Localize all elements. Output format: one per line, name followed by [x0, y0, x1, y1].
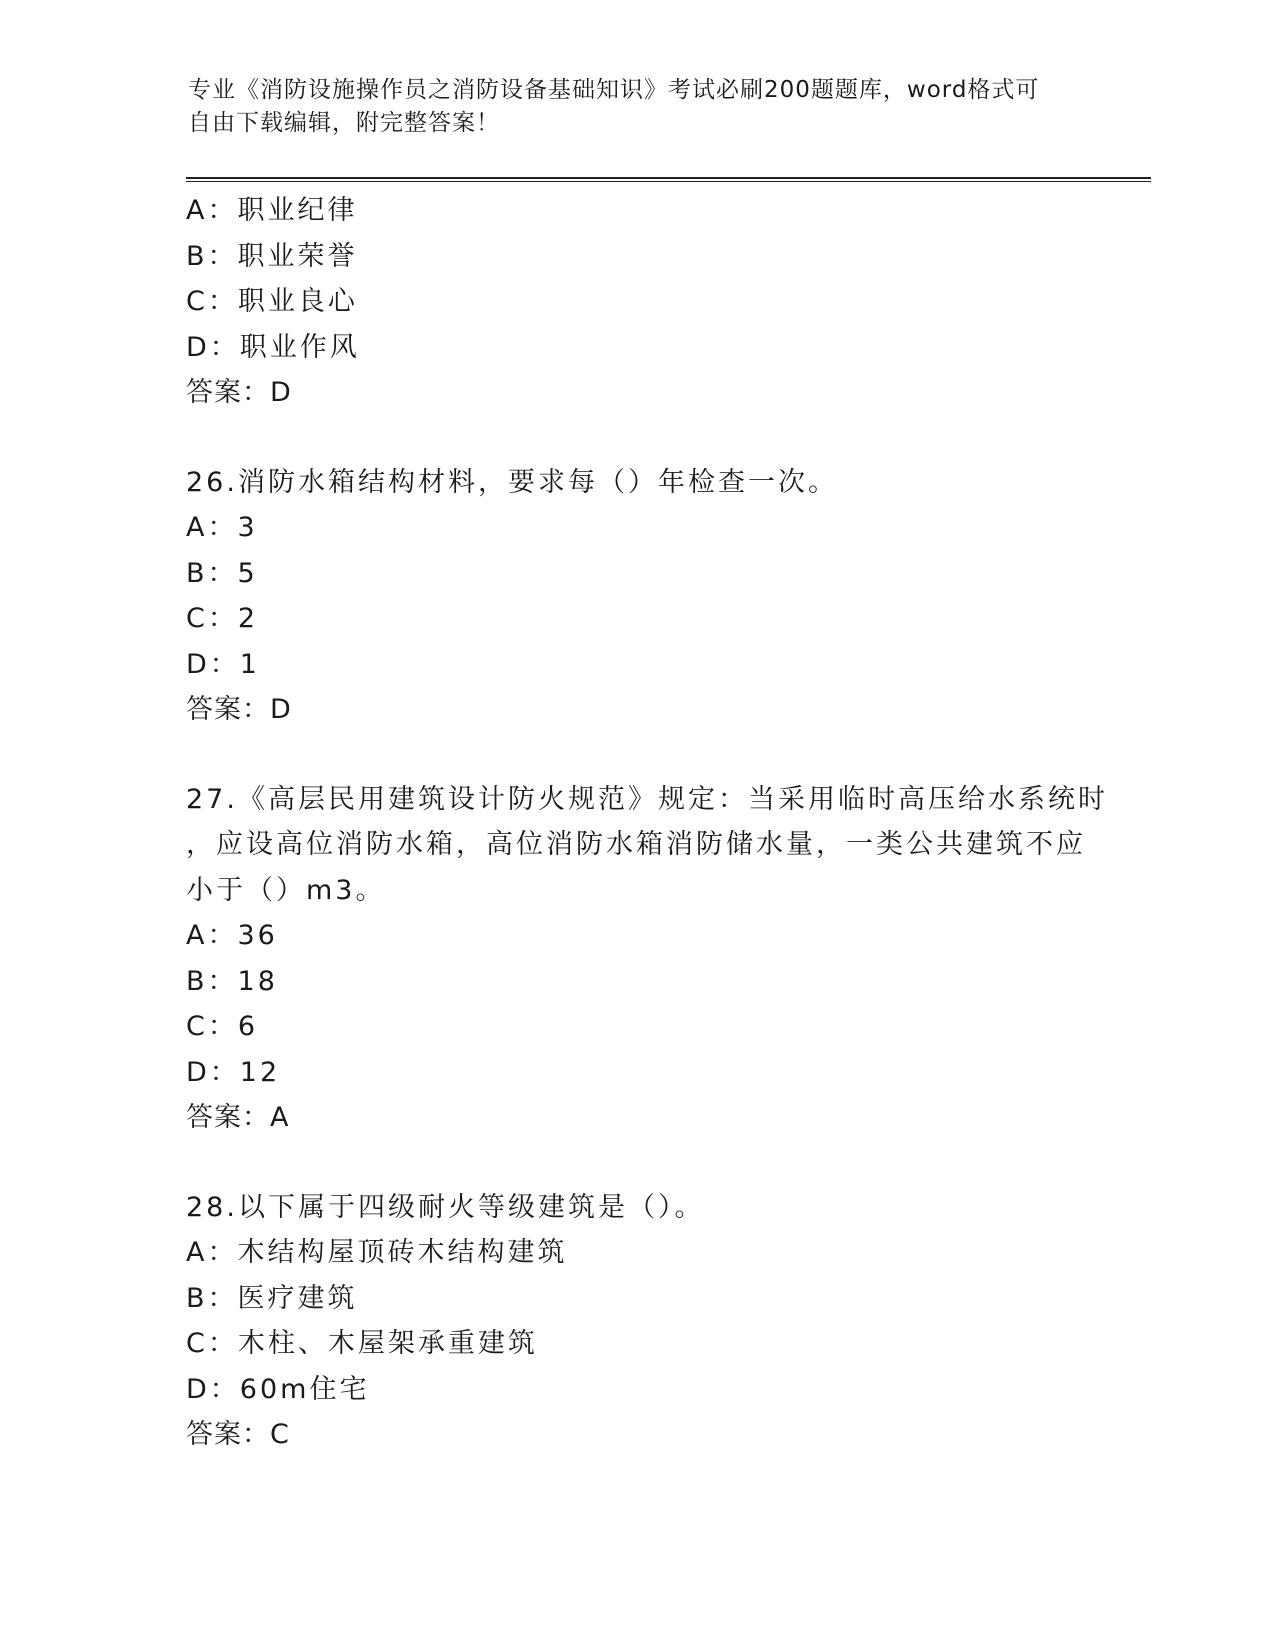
header-title-line-1: 专业《消防设施操作员之消防设备基础知识》考试必刷200题题库，word格式可	[188, 77, 1040, 103]
question-block-27	[186, 777, 1108, 1141]
document-header	[188, 74, 1088, 140]
option-c: C：2	[186, 603, 259, 634]
question-stem-line-2: ，应设高位消防水箱，高位消防水箱消防储水量，一类公共建筑不应	[186, 829, 1086, 860]
header-divider	[186, 177, 1151, 182]
answer-line: 答案：C	[186, 1419, 290, 1450]
question-content	[186, 188, 1108, 1458]
question-stem: 26.消防水箱结构材料，要求每（）年检查一次。	[186, 466, 838, 498]
option-d: D：1	[186, 648, 260, 680]
answer-line: 答案：A	[186, 1102, 290, 1133]
question-block-25	[186, 188, 1086, 416]
answer-line: 答案：D	[186, 377, 292, 408]
option-d: D：职业作风	[186, 331, 360, 363]
question-stem-line-3: 小于（）m3。	[186, 874, 386, 906]
question-stem-line-1: 27.《高层民用建筑设计防火规范》规定：当采用临时高压给水系统时	[186, 783, 1108, 815]
question-block-28	[186, 1185, 1086, 1458]
option-b: B：职业荣誉	[186, 240, 358, 272]
option-b: B：18	[186, 965, 278, 997]
option-c: C：6	[186, 1011, 259, 1042]
option-b: B：5	[186, 557, 258, 589]
option-a: A：3	[186, 512, 258, 543]
option-c: C：职业良心	[186, 286, 358, 317]
option-c: C：木柱、木屋架承重建筑	[186, 1328, 538, 1359]
question-block-26	[186, 460, 1086, 733]
option-d: D：12	[186, 1056, 281, 1088]
option-b: B：医疗建筑	[186, 1282, 358, 1314]
option-a: A：职业纪律	[186, 195, 358, 226]
header-title-line-2: 自由下载编辑，附完整答案！	[188, 110, 500, 136]
option-d: D：60m住宅	[186, 1373, 370, 1405]
answer-line: 答案：D	[186, 694, 292, 725]
question-stem: 28.以下属于四级耐火等级建筑是（）。	[186, 1191, 705, 1223]
option-a: A：木结构屋顶砖木结构建筑	[186, 1237, 568, 1268]
option-a: A：36	[186, 920, 278, 951]
